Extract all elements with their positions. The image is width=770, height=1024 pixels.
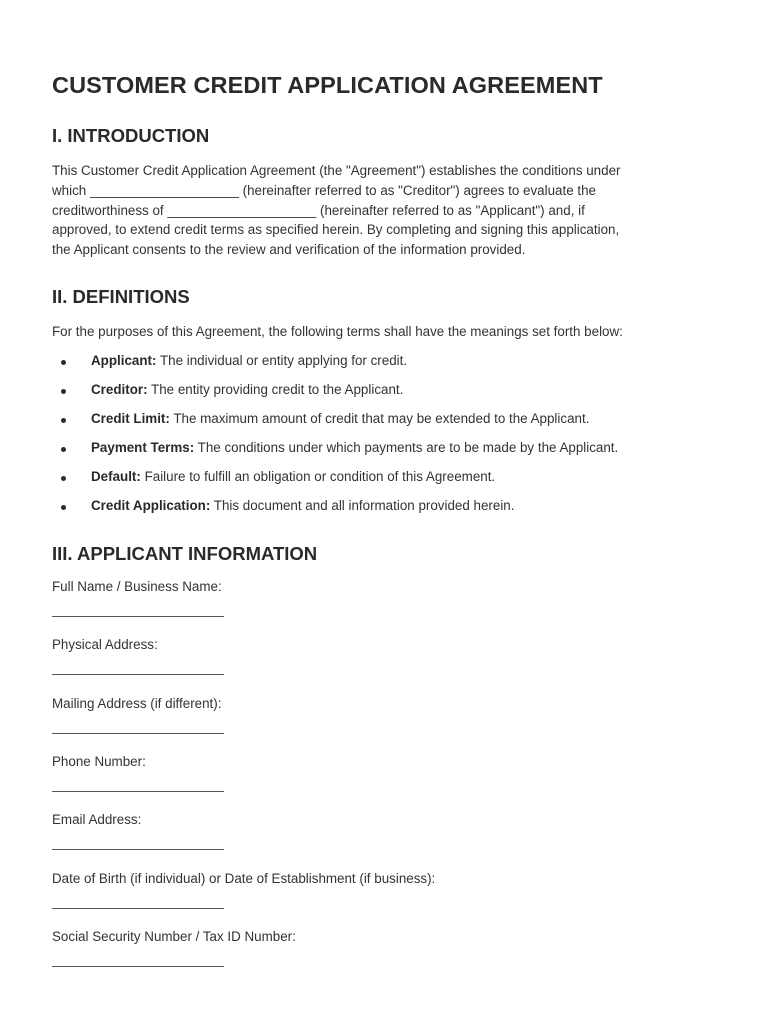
form-field-physical-address bbox=[52, 636, 722, 694]
definition-text: This document and all information provided herein. bbox=[210, 498, 515, 514]
definition-term: Default: bbox=[91, 469, 141, 485]
section-heading-applicant-information: III. APPLICANT INFORMATION bbox=[52, 543, 318, 565]
definition-term: Applicant: bbox=[91, 352, 157, 368]
blank-line-date-of-birth[interactable] bbox=[52, 908, 224, 909]
blank-line-full-name[interactable] bbox=[52, 616, 224, 617]
blank-line-email-address[interactable] bbox=[52, 849, 224, 850]
definition-term: Creditor: bbox=[91, 381, 148, 397]
definition-text: The entity providing credit to the Applicant. bbox=[147, 381, 404, 397]
field-label: Date of Birth (if individual) or Date of Establishment (if business): bbox=[52, 870, 436, 886]
bullet-icon bbox=[61, 389, 66, 394]
definition-item bbox=[52, 409, 722, 429]
form-field-mailing-address bbox=[52, 695, 722, 753]
form-field-email-address bbox=[52, 811, 722, 869]
definition-item bbox=[52, 351, 722, 371]
form-field-full-name bbox=[52, 578, 722, 636]
document-title: CUSTOMER CREDIT APPLICATION AGREEMENT bbox=[52, 72, 603, 98]
section-heading-introduction: I. INTRODUCTION bbox=[52, 125, 210, 146]
applicant-fields bbox=[52, 578, 722, 986]
definition-item bbox=[52, 496, 722, 516]
blank-line-physical-address[interactable] bbox=[52, 674, 224, 675]
definition-item bbox=[52, 438, 722, 458]
section-heading-definitions: II. DEFINITIONS bbox=[52, 285, 190, 307]
field-label: Phone Number: bbox=[52, 753, 146, 769]
definition-text: The conditions under which payments are to be made by the Applicant. bbox=[194, 440, 619, 456]
definitions-list bbox=[52, 351, 722, 516]
definition-term: Payment Terms: bbox=[91, 440, 195, 456]
bullet-icon bbox=[61, 418, 66, 423]
introduction-line: creditworthiness of ____________________ (hereinafter referred to as "Applicant") and, if bbox=[52, 202, 585, 218]
bullet-icon bbox=[61, 360, 66, 365]
form-field-date-of-birth bbox=[52, 870, 722, 928]
introduction-paragraph bbox=[52, 161, 722, 260]
document-page bbox=[52, 70, 722, 986]
blank-line-phone-number[interactable] bbox=[52, 791, 224, 792]
bullet-icon bbox=[61, 476, 66, 481]
definition-item bbox=[52, 467, 722, 487]
definition-text: Failure to fulfill an obligation or condition of this Agreement. bbox=[140, 469, 496, 485]
definition-text: The maximum amount of credit that may be extended to the Applicant. bbox=[169, 410, 590, 426]
introduction-line: which ____________________ (hereinafter referred to as "Creditor") agrees to evaluate the bbox=[52, 182, 597, 198]
bullet-icon bbox=[61, 447, 66, 452]
introduction-line: This Customer Credit Application Agreement (the "Agreement") establishes the conditions under bbox=[52, 163, 621, 178]
definition-item bbox=[52, 380, 722, 400]
definition-term: Credit Limit: bbox=[91, 410, 170, 426]
definitions-intro: For the purposes of this Agreement, the following terms shall have the meanings set forth below: bbox=[52, 323, 623, 339]
form-field-phone-number bbox=[52, 753, 722, 811]
definition-term: Credit Application: bbox=[91, 498, 211, 514]
blank-line-ssn-tax-id[interactable] bbox=[52, 966, 224, 967]
bullet-icon bbox=[61, 505, 66, 510]
definition-text: The individual or entity applying for credit. bbox=[156, 352, 408, 368]
introduction-line: approved, to extend credit terms as specified herein. By completing and signing this application, bbox=[52, 222, 620, 238]
field-label: Social Security Number / Tax ID Number: bbox=[52, 928, 296, 944]
field-label: Mailing Address (if different): bbox=[52, 695, 222, 711]
field-label: Physical Address: bbox=[52, 637, 158, 653]
field-label: Email Address: bbox=[52, 812, 142, 828]
form-field-ssn-tax-id bbox=[52, 928, 722, 986]
field-label: Full Name / Business Name: bbox=[52, 579, 222, 595]
blank-line-mailing-address[interactable] bbox=[52, 733, 224, 734]
introduction-line: the Applicant consents to the review and verification of the information provided. bbox=[52, 242, 526, 258]
